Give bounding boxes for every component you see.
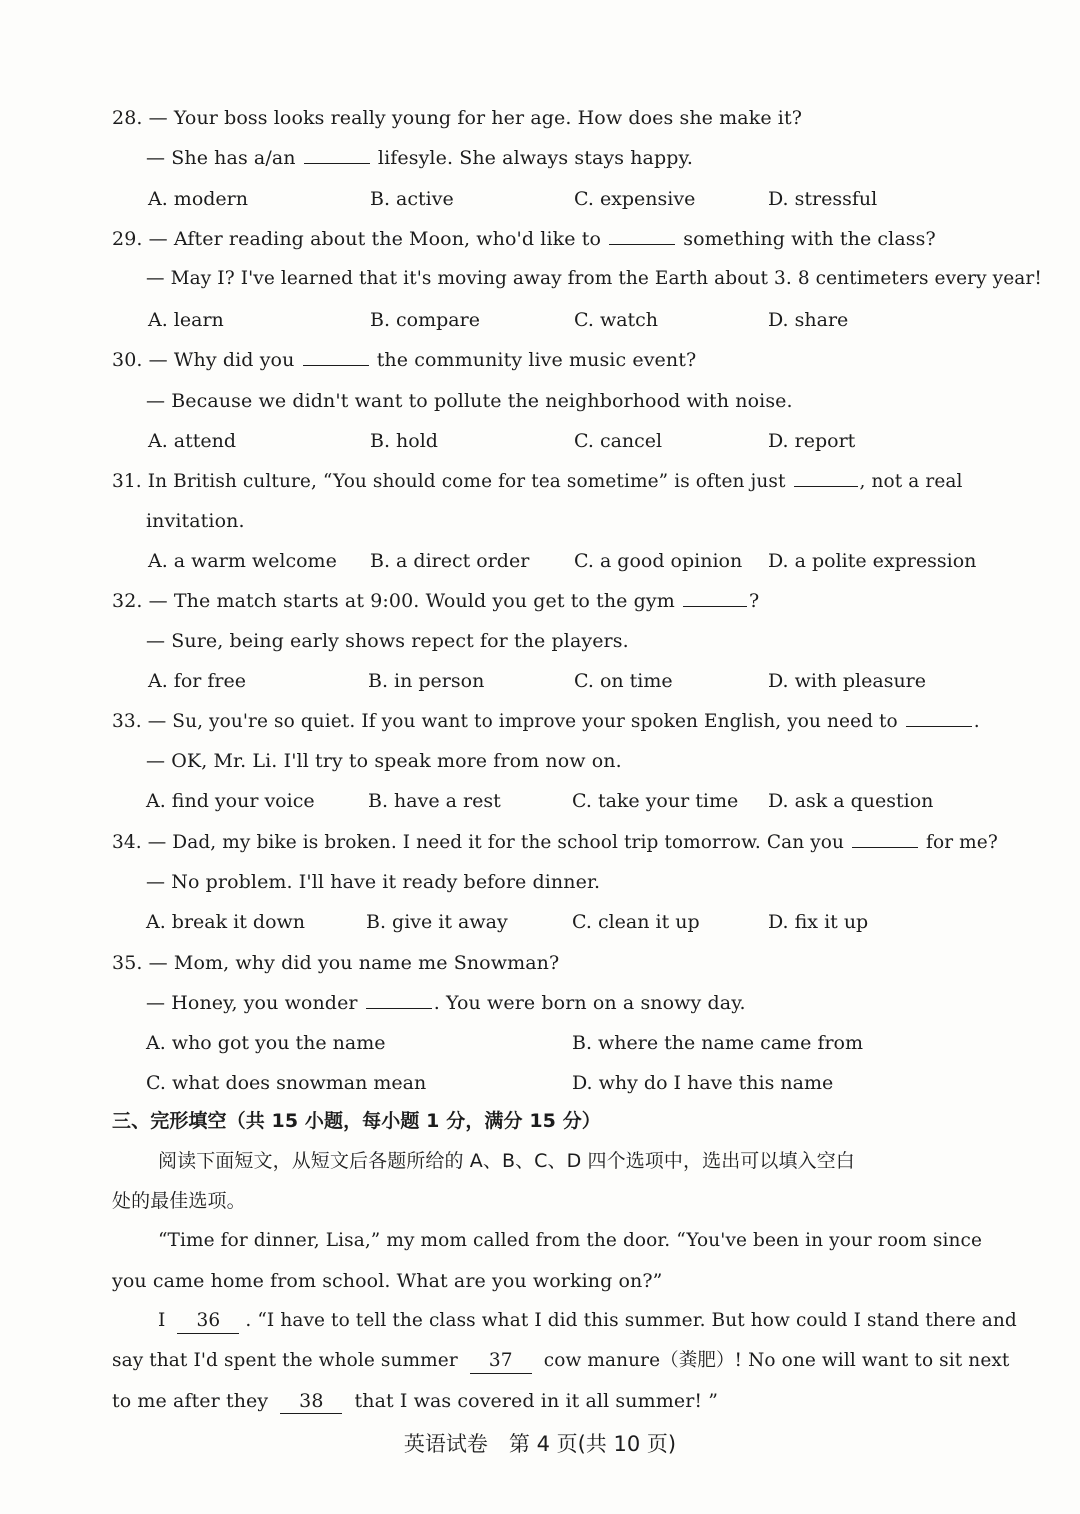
question-text: something with the class? — [683, 228, 936, 250]
question-number: 28. — [112, 107, 143, 129]
option-a: A. modern — [148, 188, 248, 210]
question-number: 29. — [112, 228, 143, 250]
answer-line-30 — [146, 388, 793, 414]
question-text: — Mom, why did you name me Snowman? — [148, 952, 560, 974]
option-a: A. find your voice — [146, 790, 315, 812]
option-b: B. a direct order — [370, 550, 530, 572]
blank-36: 36 — [177, 1309, 239, 1334]
answer-blank — [609, 226, 675, 245]
option-d: D. ask a question — [768, 790, 934, 812]
passage-line — [158, 1308, 1017, 1334]
passage-line — [112, 1348, 1009, 1374]
answer-line-28 — [146, 145, 693, 171]
question-text: — Dad, my bike is broken. I need it for the school trip tomorrow. Can you — [147, 832, 845, 853]
answer-blank — [906, 708, 972, 727]
answer-text: — She has a/an — [146, 147, 296, 169]
question-text: In British culture, “You should come for tea sometime” is often just — [147, 471, 786, 492]
option-c: C. a good opinion — [574, 550, 743, 572]
answer-blank — [303, 347, 369, 366]
option-b: B. give it away — [366, 911, 508, 933]
option-d: D. share — [768, 309, 849, 331]
question-35 — [112, 950, 559, 976]
option-c: C. on time — [574, 670, 673, 692]
passage-line: “Time for dinner, Lisa,” my mom called from the door. “You've been in your room since — [158, 1230, 982, 1251]
question-text: . — [973, 711, 980, 732]
option-d: D. report — [768, 430, 856, 452]
option-a: A. attend — [148, 430, 237, 452]
answer-line-34 — [146, 869, 600, 895]
question-31 — [112, 468, 963, 495]
answer-text: — Sure, being early shows repect for the players. — [146, 630, 629, 652]
option-a: A. learn — [148, 309, 224, 331]
question-text: — Why did you — [148, 349, 295, 371]
answer-line-29 — [146, 266, 1042, 292]
option-c: C. clean it up — [572, 911, 700, 933]
question-number: 34. — [112, 832, 142, 853]
option-d: D. stressful — [768, 188, 878, 210]
question-number: 33. — [112, 711, 142, 732]
option-d: D. with pleasure — [768, 670, 927, 692]
answer-text: — OK, Mr. Li. I'll try to speak more from now on. — [146, 750, 622, 772]
passage-text: say that I'd spent the whole summer — [112, 1350, 458, 1371]
passage-text: that I was covered in it all summer! ” — [354, 1390, 719, 1412]
option-d: D. why do I have this name — [572, 1072, 834, 1094]
question-number: 35. — [112, 952, 143, 974]
question-29 — [112, 226, 936, 252]
section-instruction: 阅读下面短文，从短文后各题所给的 A、B、C、D 四个选项中，选出可以填入空白 — [158, 1150, 855, 1172]
question-text: — The match starts at 9:00. Would you get to the gym — [148, 590, 675, 612]
option-c: C. what does snowman mean — [146, 1072, 427, 1094]
option-d: D. fix it up — [768, 911, 869, 933]
option-c: C. expensive — [574, 188, 696, 210]
option-c: C. watch — [574, 309, 659, 331]
answer-text: lifesyle. She always stays happy. — [377, 147, 693, 169]
option-a: A. for free — [148, 670, 246, 692]
answer-text: . You were born on a snowy day. — [433, 992, 746, 1014]
question-33 — [112, 708, 980, 735]
option-b: B. have a rest — [368, 790, 501, 812]
answer-line-33 — [146, 748, 622, 774]
answer-text: — Honey, you wonder — [146, 992, 358, 1014]
blank-37: 37 — [470, 1349, 532, 1374]
question-34 — [112, 829, 998, 856]
question-text: — Your boss looks really young for her age. How does she make it? — [148, 107, 802, 129]
question-30 — [112, 347, 696, 373]
answer-text: — May I? I've learned that it's moving away from the Earth about 3. 8 centimeters every year! — [146, 268, 1042, 289]
blank-38: 38 — [280, 1389, 342, 1414]
option-c: C. cancel — [574, 430, 663, 452]
section-title: 三、完形填空（共 15 小题，每小题 1 分，满分 15 分） — [112, 1110, 601, 1132]
option-c: C. take your time — [572, 790, 739, 812]
option-b: B. where the name came from — [572, 1032, 864, 1054]
option-b: B. in person — [368, 670, 485, 692]
option-b: B. active — [370, 188, 454, 210]
question-number: 32. — [112, 590, 143, 612]
answer-line-32 — [146, 628, 629, 654]
option-b: B. compare — [370, 309, 480, 331]
option-d: D. a polite expression — [768, 550, 977, 572]
passage-text: I — [158, 1310, 166, 1331]
passage-line — [112, 1388, 718, 1414]
option-a: A. break it down — [146, 911, 306, 933]
passage-text: cow manure（粪肥）! No one will want to sit next — [543, 1350, 1010, 1371]
question-text: the community live music event? — [376, 349, 697, 371]
page-footer: 英语试卷 第 4 页(共 10 页) — [403, 1432, 677, 1456]
question-number: 31. — [112, 471, 142, 492]
answer-text: — No problem. I'll have it ready before dinner. — [146, 871, 601, 893]
question-31-continued: invitation. — [146, 510, 245, 532]
question-text: , not a real — [859, 471, 963, 492]
answer-text: — Because we didn't want to pollute the neighborhood with noise. — [146, 390, 793, 412]
question-28 — [112, 105, 802, 131]
answer-blank — [794, 468, 858, 487]
question-32 — [112, 588, 759, 614]
option-b: B. hold — [370, 430, 438, 452]
section-instruction-continued: 处的最佳选项。 — [112, 1190, 246, 1212]
question-text: — Su, you're so quiet. If you want to improve your spoken English, you need to — [147, 711, 898, 732]
passage-text: to me after they — [112, 1390, 269, 1412]
passage-text: . “I have to tell the class what I did this summer. But how could I stand there and — [245, 1310, 1017, 1331]
answer-line-35 — [146, 990, 746, 1016]
answer-blank — [366, 990, 432, 1009]
option-a: A. a warm welcome — [148, 550, 337, 572]
question-text: — After reading about the Moon, who'd like to — [148, 228, 601, 250]
question-number: 30. — [112, 349, 143, 371]
question-text: ? — [749, 590, 760, 612]
question-text: for me? — [926, 832, 998, 853]
answer-blank — [304, 145, 370, 164]
answer-blank — [683, 588, 747, 607]
passage-line: you came home from school. What are you working on?” — [112, 1270, 663, 1292]
option-a: A. who got you the name — [146, 1032, 386, 1054]
answer-blank — [852, 829, 918, 848]
